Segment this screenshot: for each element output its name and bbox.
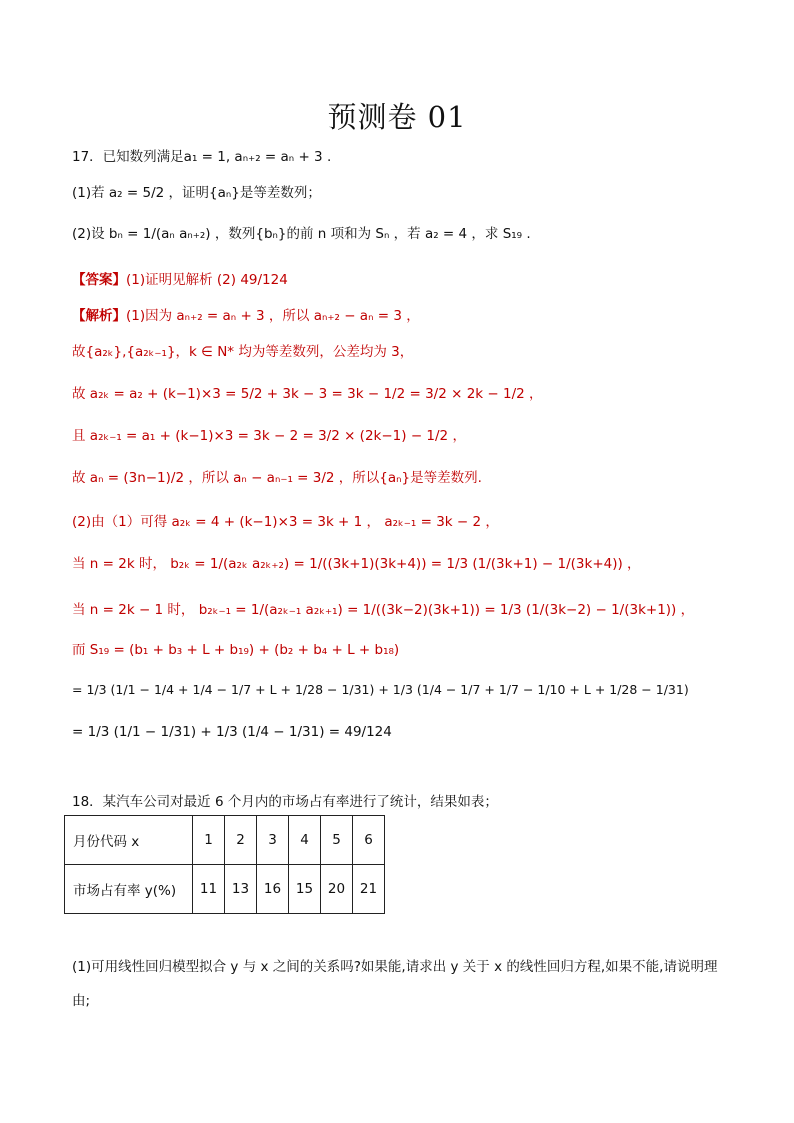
table-header-month: 月份代码 x [65, 816, 193, 865]
market-share-table [64, 815, 385, 914]
table-row [65, 816, 385, 865]
analysis-tag: 【解析】 [72, 308, 126, 324]
q17-analysis-9: 而 S₁₉ = (b₁ + b₃ + L + b₁₉) + (b₂ + b₄ + L + b₁₈) [72, 642, 400, 658]
q17-analysis-6: (2)由（1）可得 a₂ₖ = 4 + (k−1)×3 = 3k + 1 ， a₂ₖ₋₁ = 3k − 2 ， [72, 514, 499, 530]
answer-tag: 【答案】 [72, 272, 126, 288]
analysis-line-1: (1)因为 aₙ₊₂ = aₙ + 3 ，所以 aₙ₊₂ − aₙ = 3 ， [126, 308, 420, 324]
table-cell: 5 [321, 816, 353, 865]
table-cell: 4 [289, 816, 321, 865]
table-cell: 15 [289, 865, 321, 914]
table-cell: 11 [193, 865, 225, 914]
q17-analysis-8: 当 n = 2k − 1 时， b₂ₖ₋₁ = 1/(a₂ₖ₋₁ a₂ₖ₊₁) = 1/((3k−2)(3k+1)) = 1/3 (1/(3k−2) − 1/(3k+1)) ， [72, 602, 695, 618]
q17-analysis-5: 故 aₙ = (3n−1)/2 ，所以 aₙ − aₙ₋₁ = 3/2 ，所以{aₙ}是等差数列. [72, 470, 482, 486]
table-cell: 20 [321, 865, 353, 914]
table-cell: 13 [225, 865, 257, 914]
q17-analysis-2: 故{a₂ₖ},{a₂ₖ₋₁}，k ∈ N* 均为等差数列，公差均为 3， [72, 344, 414, 360]
table-cell: 21 [353, 865, 385, 914]
q17-analysis-11: = 1/3 (1/1 − 1/31) + 1/3 (1/4 − 1/31) = 49/124 [72, 724, 392, 740]
table-cell: 6 [353, 816, 385, 865]
table-cell: 16 [257, 865, 289, 914]
page-title: 预测卷 01 [327, 100, 467, 134]
q17-stem: 17．已知数列满足a₁ = 1, aₙ₊₂ = aₙ + 3 . [72, 149, 332, 165]
q17-part2: (2)设 bₙ = 1/(aₙ aₙ₊₂) ，数列{bₙ}的前 n 项和为 Sₙ ，若 a₂ = 4 ，求 S₁₉ . [72, 226, 531, 242]
q17-analysis-3: 故 a₂ₖ = a₂ + (k−1)×3 = 5/2 + 3k − 3 = 3k − 1/2 = 3/2 × 2k − 1/2 ， [72, 386, 543, 402]
table-cell: 2 [225, 816, 257, 865]
q17-analysis-10: = 1/3 (1/1 − 1/4 + 1/4 − 1/7 + L + 1/28 − 1/31) + 1/3 (1/4 − 1/7 + 1/7 − 1/10 + L + 1/28 − 1/31) [72, 682, 689, 697]
q17-analysis-1 [72, 304, 420, 324]
q18-stem: 18．某汽车公司对最近 6 个月内的市场占有率进行了统计，结果如表； [72, 794, 498, 810]
q17-part1: (1)若 a₂ = 5/2 ，证明{aₙ}是等差数列； [72, 185, 321, 201]
table-cell: 1 [193, 816, 225, 865]
table-row [65, 865, 385, 914]
table-cell: 3 [257, 816, 289, 865]
q17-analysis-7: 当 n = 2k 时， b₂ₖ = 1/(a₂ₖ a₂ₖ₊₂) = 1/((3k+1)(3k+4)) = 1/3 (1/(3k+1) − 1/(3k+4)) ， [72, 556, 641, 572]
table-header-share: 市场占有率 y(%) [65, 865, 193, 914]
q17-analysis-4: 且 a₂ₖ₋₁ = a₁ + (k−1)×3 = 3k − 2 = 3/2 × (2k−1) − 1/2 ， [72, 428, 466, 444]
answer-text: (1)证明见解析 (2) 49/124 [126, 272, 288, 288]
q17-answer [72, 268, 288, 288]
q18-part1: (1)可用线性回归模型拟合 y 与 x 之间的关系吗?如果能,请求出 y 关于 x 的线性回归方程,如果不能,请说明理由; [72, 959, 718, 1009]
